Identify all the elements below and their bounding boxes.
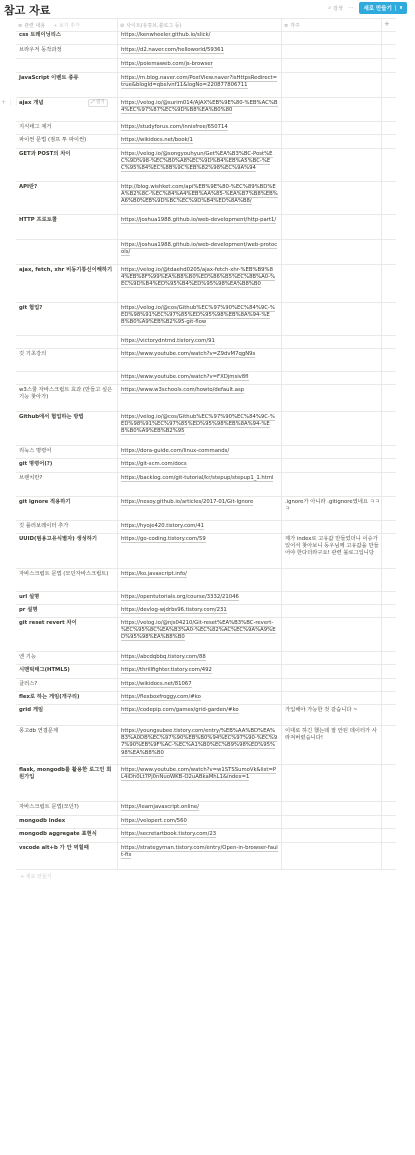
cell-site	[121, 61, 278, 68]
cell-topic[interactable]: flex로 하는 게임(개구리)	[19, 694, 80, 700]
cell-topic[interactable]: mongodb index	[19, 818, 66, 824]
table-row[interactable]	[16, 569, 396, 592]
column-divider	[281, 240, 282, 264]
column-divider	[381, 336, 382, 348]
column-divider	[281, 816, 282, 828]
cell-topic[interactable]: 깃 기초강의	[19, 351, 47, 357]
cell-topic[interactable]: 리눅스 명령어	[19, 448, 52, 454]
add-view-button[interactable]: + 보기 추가	[53, 23, 80, 29]
cell-topic[interactable]: 지식태그 제거	[19, 124, 52, 130]
site-link[interactable]: https://m.blog.naver.com/PostView.naver?isHttpsRedirect=true&blogId=qbxlvnf11&logNo=220877806711	[121, 75, 278, 89]
column-divider	[381, 265, 382, 302]
cell-topic[interactable]: API란?	[19, 184, 38, 190]
site-link[interactable]: https://joshua1988.github.io/web-development/http-part1/	[121, 217, 277, 223]
cell-site	[121, 124, 278, 131]
column-divider	[381, 765, 382, 801]
site-link[interactable]: https://dora-guide.com/linux-commands/	[121, 448, 230, 454]
cell-topic[interactable]: mongodb aggregate 표현식	[19, 831, 97, 837]
cell-site	[121, 100, 278, 114]
column-divider	[281, 459, 282, 472]
column-divider	[117, 240, 118, 264]
new-button[interactable]	[359, 2, 407, 14]
site-link[interactable]: https://thrillfighter.tistory.com/492	[121, 667, 212, 673]
column-divider	[281, 122, 282, 134]
column-divider	[117, 303, 118, 335]
site-link[interactable]: https://www.youtube.com/watch?v=FXDjmsiv8fI	[121, 374, 249, 380]
column-divider	[117, 122, 118, 134]
cell-site	[121, 461, 278, 468]
column-divider	[117, 45, 118, 58]
column-divider	[381, 73, 382, 97]
cell-topic[interactable]: Github에서 협업하는 방법	[19, 414, 84, 420]
column-divider	[117, 98, 118, 121]
column-divider	[381, 459, 382, 472]
table-row[interactable]	[16, 726, 396, 765]
column-divider	[381, 679, 382, 691]
cell-site	[121, 338, 278, 345]
cell-site	[121, 387, 278, 394]
column-divider	[281, 265, 282, 302]
column-divider	[381, 665, 382, 678]
table-row[interactable]	[16, 73, 396, 98]
cell-topic[interactable]: GET과 POST의 차이	[19, 151, 71, 157]
search-icon: ⌕	[328, 5, 331, 11]
column-divider	[281, 534, 282, 568]
cell-topic[interactable]: 깃 플러보레이터 추가	[19, 523, 69, 529]
cell-topic[interactable]: css 트레이닝리스	[19, 32, 61, 38]
column-label: 각주	[290, 23, 300, 29]
cell-topic[interactable]: 자바스크립트 문법(모던?)	[19, 804, 79, 810]
site-link[interactable]: https://opentutorials.org/course/3332/21046	[121, 594, 239, 600]
cell-site	[121, 184, 278, 206]
column-divider	[281, 726, 282, 764]
column-divider	[281, 765, 282, 801]
cell-topic[interactable]: UUID(범용고유식별자) 생성하기	[19, 536, 97, 542]
column-divider	[281, 336, 282, 348]
drag-handle-icon[interactable]: + ⋮⋮	[1, 99, 20, 106]
table-row[interactable]	[16, 30, 396, 45]
column-divider	[117, 73, 118, 97]
chevron-down-icon[interactable]: ∨	[395, 5, 403, 11]
cell-topic[interactable]: git reset revert 차이	[19, 620, 77, 626]
column-divider	[117, 802, 118, 815]
cell-site	[121, 654, 278, 661]
site-link[interactable]: https://velog.io/@cos/Github%EC%97%90%EC%84%9C-%ED%98%91%EC%97%85%ED%95%98%EB%8A%94-%EB%B0%A9%EB%B2%95-git-flow	[121, 305, 275, 326]
table-row[interactable]	[16, 372, 396, 385]
cell-topic[interactable]: ajax, fetch, xhr 비동기통신이해하기	[19, 267, 113, 273]
table-row[interactable]	[16, 497, 396, 521]
cell-site	[121, 523, 278, 530]
site-link[interactable]: https://nesoy.github.io/articles/2017-01/Git-Ignore	[121, 499, 254, 505]
column-divider	[381, 240, 382, 264]
site-link[interactable]: https://youngsubee.tistory.com/entry/%EB%AA%BD%EA%B3%A0DB%EC%97%90%EB%B0%94%EC%97%90-%EC%97%90%EB%9F%AC-%EC%A1%B0%EC%B9%98%ED%95%98%EA%B8%B0	[121, 728, 278, 756]
table-row[interactable]	[16, 705, 396, 726]
search-label: 검색	[333, 5, 343, 12]
column-divider	[281, 618, 282, 651]
table-row[interactable]	[16, 843, 396, 870]
table-row[interactable]	[16, 215, 396, 240]
table-row[interactable]	[16, 765, 396, 802]
table-row[interactable]	[16, 59, 396, 73]
site-link[interactable]: https://wikidocs.net/book/1	[121, 137, 193, 143]
site-link[interactable]: https://victorydntmd.tistory.com/91	[121, 338, 215, 344]
column-divider	[281, 215, 282, 239]
top-actions	[328, 2, 407, 14]
table-row[interactable]	[16, 521, 396, 534]
column-divider	[381, 122, 382, 134]
site-link[interactable]: https://git-scm.com/docs	[121, 461, 187, 467]
site-link[interactable]: https://velopert.com/560	[121, 818, 187, 824]
cell-site	[121, 845, 278, 859]
cell-topic[interactable]: 클러스?	[19, 681, 38, 687]
column-divider	[281, 412, 282, 445]
page-title: 참고 자료	[4, 4, 51, 17]
column-divider	[117, 665, 118, 678]
cell-site	[121, 536, 278, 543]
cell-note[interactable]: .ignore가 아니라 .gitignore였네요 ㅋㅋㅋ	[285, 499, 380, 513]
cell-site	[121, 217, 278, 224]
column-divider	[281, 592, 282, 604]
table-row[interactable]	[16, 534, 396, 569]
column-divider	[381, 215, 382, 239]
cell-topic[interactable]: 자바스크립트 문법 (모던자바스크립트)	[19, 571, 109, 577]
column-divider	[281, 73, 282, 97]
column-divider	[381, 303, 382, 335]
column-divider	[281, 45, 282, 58]
cell-site	[121, 620, 278, 642]
table-row[interactable]	[16, 303, 396, 336]
cell-topic[interactable]: 브랜치란?	[19, 475, 43, 481]
column-divider	[381, 843, 382, 869]
site-link[interactable]: https://d2.naver.com/helloworld/59361	[121, 47, 224, 53]
cell-note[interactable]: 가입해야 가능한 것 같습니다 ~	[285, 707, 358, 713]
column-divider	[381, 829, 382, 842]
column-divider	[281, 521, 282, 533]
open-row-button[interactable]: ⤢ 열기	[88, 99, 108, 107]
cell-site	[121, 305, 278, 327]
column-divider	[281, 569, 282, 591]
column-divider	[281, 59, 282, 72]
column-divider	[117, 765, 118, 801]
column-divider	[281, 665, 282, 678]
column-label: 사이트(유튜브,블로그 등)	[126, 23, 182, 29]
column-divider	[117, 605, 118, 617]
column-divider	[117, 182, 118, 214]
site-link[interactable]: https://learnjavascript.online/	[121, 804, 199, 810]
cell-topic[interactable]: HTTP 프로토콜	[19, 217, 57, 223]
column-divider	[281, 385, 282, 411]
cell-topic[interactable]: 파이썬 문법 (점프 투 파이썬)	[19, 137, 87, 143]
column-divider	[381, 692, 382, 704]
site-link[interactable]: https://velog.io/@cos/Github%EC%97%90%EC%84%9C-%ED%98%91%EC%97%85%ED%95%98%EB%8A%94-%EB%B0%A9%EB%B2%95	[121, 414, 275, 435]
column-divider	[381, 98, 382, 121]
site-link[interactable]: https://velog.io/@tdaehd0205/ajax-fetch-xhr-%EB%B9%84%EB%8F%99%EA%B8%B0%ED%86%B5%EC%8B%A0-%EC%9D%B4%ED%95%B4%ED%95%98%EA%B8%B0	[121, 267, 276, 288]
column-divider	[117, 473, 118, 496]
cell-site	[121, 47, 278, 54]
cell-topic[interactable]: w3스쿨 자바스크립트 효과 (만들고 싶은 기능 찾아가)	[19, 387, 113, 401]
column-divider	[281, 349, 282, 371]
column-divider	[281, 135, 282, 148]
site-link[interactable]: https://devlog-wjdrbs96.tistory.com/231	[121, 607, 227, 613]
site-link[interactable]: https://studyforus.com/innisfree/650714	[121, 124, 228, 130]
table-row[interactable]	[16, 182, 396, 215]
column-divider	[381, 592, 382, 604]
column-divider	[381, 135, 382, 148]
column-divider	[381, 59, 382, 72]
more-button[interactable]: ···	[348, 5, 354, 11]
cell-topic[interactable]: 엔 기능	[19, 654, 37, 660]
column-divider	[117, 618, 118, 651]
cell-site	[121, 267, 278, 289]
column-divider	[281, 98, 282, 121]
site-link[interactable]: https://hyoje420.tistory.com/41	[121, 523, 204, 529]
site-link[interactable]: https://velog.io/@njs04210/Git-reset%EA%B3%BC-revert-%EC%95%8C%EA%B3%A0-%EC%82%AC%EC%9A%A9%ED%95%98%EA%B8%B0	[121, 620, 276, 641]
cell-site	[121, 499, 278, 506]
cell-site	[121, 594, 278, 601]
cell-topic[interactable]: vscode alt+b 가 안 먹힐때	[19, 845, 89, 851]
column-divider	[381, 802, 382, 815]
column-divider	[117, 149, 118, 181]
site-link[interactable]: https://abcdqbbq.tistory.com/88	[121, 654, 206, 660]
column-divider	[281, 303, 282, 335]
column-divider	[381, 726, 382, 764]
column-divider	[117, 521, 118, 533]
table-row[interactable]	[16, 473, 396, 497]
site-link[interactable]: https://secretartbook.tistory.com/23	[121, 831, 217, 837]
site-link[interactable]: https://kenwheeler.github.io/slick/	[121, 32, 211, 38]
table-row[interactable]	[16, 446, 396, 459]
cell-site	[121, 831, 278, 838]
column-divider	[281, 652, 282, 664]
site-link[interactable]: https://poiemaweb.com/js-browser	[121, 61, 213, 67]
column-header-site[interactable]	[120, 22, 182, 29]
text-icon: ≡	[18, 22, 23, 29]
site-link[interactable]: https://www.youtube.com/watch?v=Z9dvM7qgN9s	[121, 351, 256, 357]
column-divider	[381, 521, 382, 533]
cell-topic[interactable]: JavaScript 이벤트 종류	[19, 75, 79, 81]
column-divider	[381, 652, 382, 664]
cell-site	[121, 75, 278, 89]
column-divider	[281, 149, 282, 181]
column-divider	[381, 497, 382, 520]
cell-site	[121, 32, 278, 39]
cell-site	[121, 804, 278, 811]
site-link[interactable]: https://velog.io/@songyouhyun/Get%EA%B3%BC-Post%EC%9D%98-%EC%B0%A8%EC%9D%B4%EB%A5%BC-%EC%95%84%EC%8B%9C%EB%82%98%EC%9A%94	[121, 151, 273, 172]
cell-topic[interactable]: ajax 개념	[19, 100, 44, 106]
column-divider	[281, 30, 282, 44]
column-divider	[117, 446, 118, 458]
table-row[interactable]	[16, 652, 396, 665]
database-table	[1, 18, 396, 880]
table-row[interactable]	[16, 349, 396, 372]
cell-site	[121, 818, 278, 825]
table-row[interactable]	[1, 98, 396, 122]
column-divider	[117, 592, 118, 604]
column-divider	[381, 816, 382, 828]
cell-site	[121, 694, 278, 701]
column-divider	[117, 265, 118, 302]
search-button[interactable]	[328, 5, 342, 12]
column-header-topic[interactable]	[18, 22, 80, 29]
column-divider	[117, 652, 118, 664]
column-divider	[117, 679, 118, 691]
column-divider	[117, 30, 118, 44]
column-divider	[381, 705, 382, 725]
table-row[interactable]	[16, 265, 396, 303]
table-row[interactable]	[16, 679, 396, 692]
cell-site	[121, 151, 278, 173]
column-divider	[117, 59, 118, 72]
cell-site	[121, 728, 278, 757]
column-divider	[117, 385, 118, 411]
site-link[interactable]: https://codepip.com/games/grid-garden/#ko	[121, 707, 239, 713]
table-row[interactable]	[16, 665, 396, 679]
site-link[interactable]: https://strategyman.tistory.com/entry/Open-in-browser-fault-fix	[121, 845, 278, 859]
table-row[interactable]	[16, 692, 396, 705]
column-divider	[281, 705, 282, 725]
column-divider	[117, 569, 118, 591]
column-divider	[117, 829, 118, 842]
new-button-label: 새로 만들기	[363, 6, 392, 12]
site-link[interactable]: https://flexboxfroggy.com/#ko	[121, 694, 201, 700]
site-link[interactable]: https://backlog.com/git-tutorial/kr/stepup/stepup1_1.html	[121, 475, 274, 481]
column-divider	[281, 829, 282, 842]
column-divider	[381, 149, 382, 181]
column-divider	[381, 473, 382, 496]
column-divider	[381, 372, 382, 384]
cell-site	[121, 571, 278, 578]
cell-site	[121, 448, 278, 455]
cell-topic[interactable]: pr 설명	[19, 607, 38, 613]
cell-topic[interactable]: flask, mongodb를 활용한 로그인 회원가입	[19, 767, 112, 781]
cell-topic[interactable]: git ignore 적용하기	[19, 499, 71, 505]
text-icon: ≡	[284, 22, 289, 29]
column-divider	[281, 679, 282, 691]
cell-site	[121, 242, 278, 256]
cell-topic[interactable]: 시맨틱태그(HTML5)	[19, 667, 70, 673]
site-link[interactable]: https://go-coding.tistory.com/59	[121, 536, 206, 542]
cell-note[interactable]: 이대로 하긴 했는데 잘 안된 데이터가 사라져버렸습니다!	[285, 728, 377, 742]
column-divider	[117, 336, 118, 348]
site-link[interactable]: https://ko.javascript.info/	[121, 571, 187, 577]
column-divider	[117, 843, 118, 869]
cell-site	[121, 607, 278, 614]
add-column-button[interactable]: +	[384, 20, 390, 28]
column-header-note[interactable]	[284, 22, 300, 29]
column-divider	[281, 372, 282, 384]
site-link[interactable]: https://velog.io/@surim014/AJAX%EB%9E%80-%EB%AC%B4%EC%97%87%EC%9D%B8%EA%B0%80	[121, 100, 278, 114]
column-divider	[117, 816, 118, 828]
column-divider	[281, 692, 282, 704]
cell-site	[121, 137, 278, 144]
column-divider	[381, 182, 382, 214]
column-divider	[117, 372, 118, 384]
cell-topic[interactable]: 몽고db 연결문제	[19, 728, 59, 734]
url-icon: ⊘	[120, 22, 125, 29]
cell-topic[interactable]: 브라우저 동작과정	[19, 47, 62, 53]
column-divider	[117, 135, 118, 148]
site-link[interactable]: https://joshua1988.github.io/web-development/web-protocols/	[121, 242, 278, 256]
column-divider	[381, 618, 382, 651]
site-link[interactable]: http://blog.wishket.com/api%EB%9E%80-%EC%89%BD%EA%B2%8C-%EC%84%A4%EB%AA%85-%EA%B7%B8%EB%A6%B0%EB%9D%BC%EC%9D%B4%ED%8A%B8/	[121, 184, 278, 205]
table-row[interactable]	[16, 336, 396, 349]
cell-site	[121, 351, 278, 358]
table-row[interactable]	[16, 459, 396, 473]
table-row[interactable]	[16, 592, 396, 605]
column-divider	[381, 446, 382, 458]
column-divider	[381, 349, 382, 371]
column-divider	[281, 446, 282, 458]
cell-site	[121, 767, 278, 781]
cell-topic[interactable]: git 명령어(?)	[19, 461, 53, 467]
column-divider	[281, 497, 282, 520]
column-divider	[381, 45, 382, 58]
column-divider	[281, 843, 282, 869]
table-row[interactable]	[16, 802, 396, 816]
column-divider	[381, 385, 382, 411]
table-row[interactable]	[16, 240, 396, 265]
table-row[interactable]	[16, 816, 396, 829]
cell-site	[121, 475, 278, 482]
cell-site	[121, 414, 278, 436]
table-row[interactable]	[16, 412, 396, 446]
cell-site	[121, 681, 278, 688]
table-row[interactable]	[16, 618, 396, 652]
column-divider	[117, 412, 118, 445]
column-divider	[381, 605, 382, 617]
cell-site	[121, 707, 278, 714]
table-row[interactable]	[16, 122, 396, 135]
table-row[interactable]	[16, 149, 396, 182]
column-divider	[281, 802, 282, 815]
column-divider	[381, 30, 382, 44]
site-link[interactable]: https://wikidocs.net/81067	[121, 681, 192, 687]
cell-site	[121, 374, 278, 381]
top-bar	[0, 0, 415, 16]
site-link[interactable]: https://www.w3schools.com/howto/default.asp	[121, 387, 245, 393]
column-divider	[117, 349, 118, 371]
new-row-button[interactable]: + 새로 만들기	[20, 874, 52, 880]
table-row[interactable]	[16, 829, 396, 843]
column-divider	[281, 473, 282, 496]
column-divider	[381, 534, 382, 568]
column-divider	[117, 459, 118, 472]
table-row[interactable]	[16, 385, 396, 412]
column-divider	[117, 215, 118, 239]
site-link[interactable]: https://www.youtube.com/watch?v=w1STSSumoVk&list=PL4iDh0Lt7Pj0nNuoWKB-O2uABkaMhL1&index=1	[121, 767, 277, 781]
cell-topic[interactable]: git 협업?	[19, 305, 43, 311]
table-row[interactable]	[16, 45, 396, 59]
cell-note[interactable]: 제가 index로 고유값 만들었더니 이슈가 있어서 찾아보니 동우님께 고유값을 만들어야 한다더라구요! 관련 블로그입니당	[285, 536, 379, 557]
column-divider	[117, 534, 118, 568]
column-divider	[381, 412, 382, 445]
table-row[interactable]	[16, 605, 396, 618]
column-divider	[117, 692, 118, 704]
column-divider	[281, 182, 282, 214]
cell-topic[interactable]: url 설명	[19, 594, 40, 600]
cell-topic[interactable]: grid 게임	[19, 707, 44, 713]
column-divider	[281, 605, 282, 617]
cell-site	[121, 667, 278, 674]
column-divider	[117, 705, 118, 725]
column-label: 관련 내용	[24, 23, 46, 29]
column-divider	[117, 726, 118, 764]
column-divider	[117, 497, 118, 520]
table-row[interactable]	[16, 135, 396, 149]
column-divider	[381, 569, 382, 591]
